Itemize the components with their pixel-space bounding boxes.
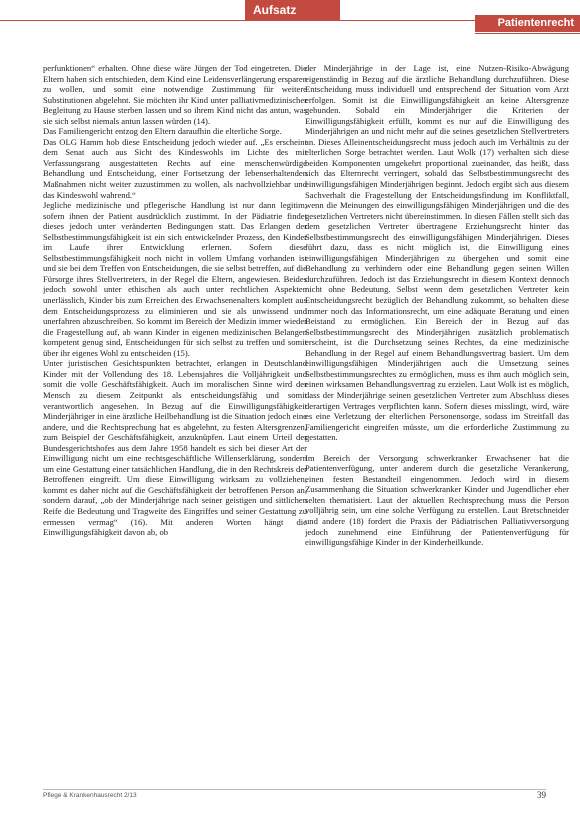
section-label: Aufsatz [245,0,340,20]
topic-label: Patientenrecht [475,15,580,32]
footer-rule [43,789,546,790]
paragraph-left-3: Das OLG Hamm hob diese Entscheidung jedoch wieder auf. „Es erscheint dem Senat auch aus Sicht des Kindeswohls im Lichte des mit Verfassungsrang ausgestatteten Rechts auf eine menschenwürdige Behandlung und Entscheidung, einer Fortsetzung der lebenserhaltenden Maßnahmen nicht weiter zuzustimmen zu wollen, als nachvollziehbar und das Kindeswohl wahrend.“ [43,136,307,200]
right-column [305,63,569,783]
paragraph-right-1: der Minderjährige in der Lage ist, eine Nutzen-Risiko-Abwägung eigenständig in Bezug auf die ärztliche Behandlung durchzuführen. Diese Entscheidung muss individuell und entsprechend der Situation vom Arzt erfolgen. Somit ist die Einwilligungsfähigkeit an keine Altersgrenze gebunden. Sobald ein Minderjähriger die Kriterien der Einwilligungsfähigkeit erfüllt, kommt es nur auf die Einwilligung des Minderjährigen an und nicht mehr auf die seines gesetzlichen Stellvertreters an. Dieses Alleinentscheidungsrecht muss jedoch auch im Verhältnis zu der elterlichen Sorge betrachtet werden. Laut Wolk (17) verhalten sich diese beiden Komponenten umgekehrt proportional zueinander, das heißt, dass sich das Elternrecht verringert, sobald das Selbstbestimmungsrecht des einwilligungsfähigen Minderjährigen beginnt. Jedoch ergibt sich aus diesem Sachverhalt die Fragestellung der Entscheidungsfindung im Konfliktfall, wenn die Meinungen des einwilligungsfähigen Minderjährigen und die des gesetzlichen Vertreters nicht übereinstimmen. In diesen Fällen stellt sich das dem gesetzlichen Vertreter übertragene Erziehungsrecht hinter das Selbstbestimmungsrecht des einwilligungsfähigen Minderjährigen. Dieses führt dazu, dass es nicht möglich ist, die Einwilligung eines einwilligungsfähigen Minderjährigen zu übergehen und somit eine Behandlung zu verhindern oder eine Behandlung gegen seinen Willen durchzuführen. Jedoch ist das Erziehungsrecht in diesem Kontext dennoch nicht ohne Bedeutung. Selbst wenn dem gesetzlichen Vertreter kein Entscheidungsrecht bezüglich der Behandlung zukommt, so behalten diese immer noch das Informationsrecht, um eine adäquate Beratung und einen Beistand zu ermöglichen. Ein Bereich der in Bezug auf das Selbstbestimmungsrecht des Minderjährigen zusätzlich problematisch erscheint, ist die Durchsetzung seines Rechtes, da eine medizinische Behandlung in der Regel auf einem Behandlungsvertrag basiert. Um dem einwilligungsfähigen Minderjährigen auch die Umsetzung seines Selbstbestimmungsrechtes zu ermöglichen, muss es ihm auch möglich sein, einen wirksamen Behandlungsvertrag zu erzielen. Laut Wolk ist es möglich, dass der Minderjährige seinen gesetzlichen Vertreter zum Abschluss dieses derartigen Vertrages verpflichten kann. Sofern dieses misslingt, wird, wäre es eine Verletzung der elterlichen Personensorge, sodass im Streitfall das Familiengericht eingreifen müsste, um die erforderliche Zustimmung zu gestatten. [305,63,569,443]
topic-rule [475,33,580,34]
footer-source: Pflege & Krankenhausrecht 2/13 [43,792,137,799]
paragraph-left-5: Unter juristischen Gesichtspunkten betrachtet, erlangen in Deutschland Kinder mit der Vollendung des 18. Lebensjahres die Volljährigkeit und somit die volle Geschäftsfähigkeit. Auch im moralischen Sinne wird der Mensch zu diesem Zeitpunkt als entscheidungsfähig und somit verantwortlich angesehen. In Bezug auf die Einwilligungsfähigkeit Minderjähriger in eine ärztliche Heilbehandlung ist die Situation jedoch eine andere, und die Rechtsprechung hat es abgelehnt, zu festen Altersgrenzen, zum Beispiel der Geschäftsfähigkeit, anzuknüpfen. Laut einem Urteil der Bundesgerichtshofes aus dem Jahre 1958 handelt es sich bei dieser Art der Einwilligung nicht um eine rechtsgeschäftliche Willenserklärung, sondern um eine Gestattung einer tatsächlichen Handlung, die in den Rechtskreis der Betroffenen eingreift. Um diese Einwilligung wirksam zu vollziehen, kommt es daher nicht auf die Geschäftsfähigkeit der betroffenen Person an, sondern darauf, „ob der Minderjährige nach seiner geistigen und sittlichen Reife die Bedeutung und Tragweite des Eingriffes und seiner Gestattung zu ermessen vermag“ (16). Mit anderen Worten hängt die Einwilligungsfähigkeit davon ab, ob [43,358,307,538]
left-column [43,63,307,783]
page-number: 39 [537,790,546,800]
paragraph-right-2: Im Bereich der Versorgung schwerkranker Erwachsener hat die Patientenverfügung, unter anderem durch die gesetzliche Verankerung, einen festen Bestandteil eingenommen. Jedoch wird in diesem Zusammenhang die Situation schwerkranker Kinder und Jugendlicher eher selten thematisiert. Laut der aktuellen Rechtsprechung muss die Person volljährig sein, um eine solche Verfügung zu erstellen. Laut Bretschneider und andere (18) fordert die Praxis der Pädiatrischen Palliativversorgung jedoch zunehmend eine Einführung der Patientenverfügung für einwilligungsfähige Kinder in der Kinderheilkunde. [305,452,569,548]
paragraph-left-4: Jegliche medizinische und pflegerische Handlung ist nur dann legitim, sofern ihnen der Patient ausdrücklich zustimmt. In der Pädiatrie findet dieses jedoch unter veränderten Bedingungen statt. Das Erlangen der Selbstbestimmungsfähigkeit ist ein sich entwickelnder Prozess, den Kinder im Laufe ihrer Entwicklung erlernen. Sofern diese Selbstbestimmungsfähigkeit noch nicht in vollem Umfang vorhanden ist und sie bei dem Treffen von Entscheidungen, die sie selbst betreffen, auf die Fürsorge ihres Stellvertreters, in der Regel die Eltern, angewiesen. Beides jedoch sowohl unter ethischen als auch unter rechtlichen Aspekten unerlässlich, Kinder bis zum Erreichen des Erwachsenenalters komplett aus dem Entscheidungsprozess zu eliminieren und sie als unwissend und unerfahren abzuschreiben. So kommt im Bereich der Medizin immer wieder die Fragestellung auf, ab wann Kinder in eigenen medizinischen Belangen kompetent genug sind, Entscheidungen für sich selbst zu treffen und somit über ihr eigenes Wohl zu entscheiden (15). [43,200,307,358]
paragraph-left-2: Das Familiengericht entzog den Eltern daraufhin die elterliche Sorge. [43,126,282,137]
header-rule [0,20,475,21]
paragraph-left-1: perfunktionen“ erhalten. Ohne diese wäre Jürgen der Tod eingetreten. Die Eltern haben sich entschieden, dem Kind eine Leidensverlängerung ersparen zu wollen, und somit eine notwendige Zustimmung für weitere Substitutionen abgelehnt. Sie möchten ihr Kind unter palliativmedizinischer Begleitung zu Hause sterben lassen und so ihrem Kind nicht das antun, was sie sich selbst niemals antun lassen würden (14). [43,63,307,126]
